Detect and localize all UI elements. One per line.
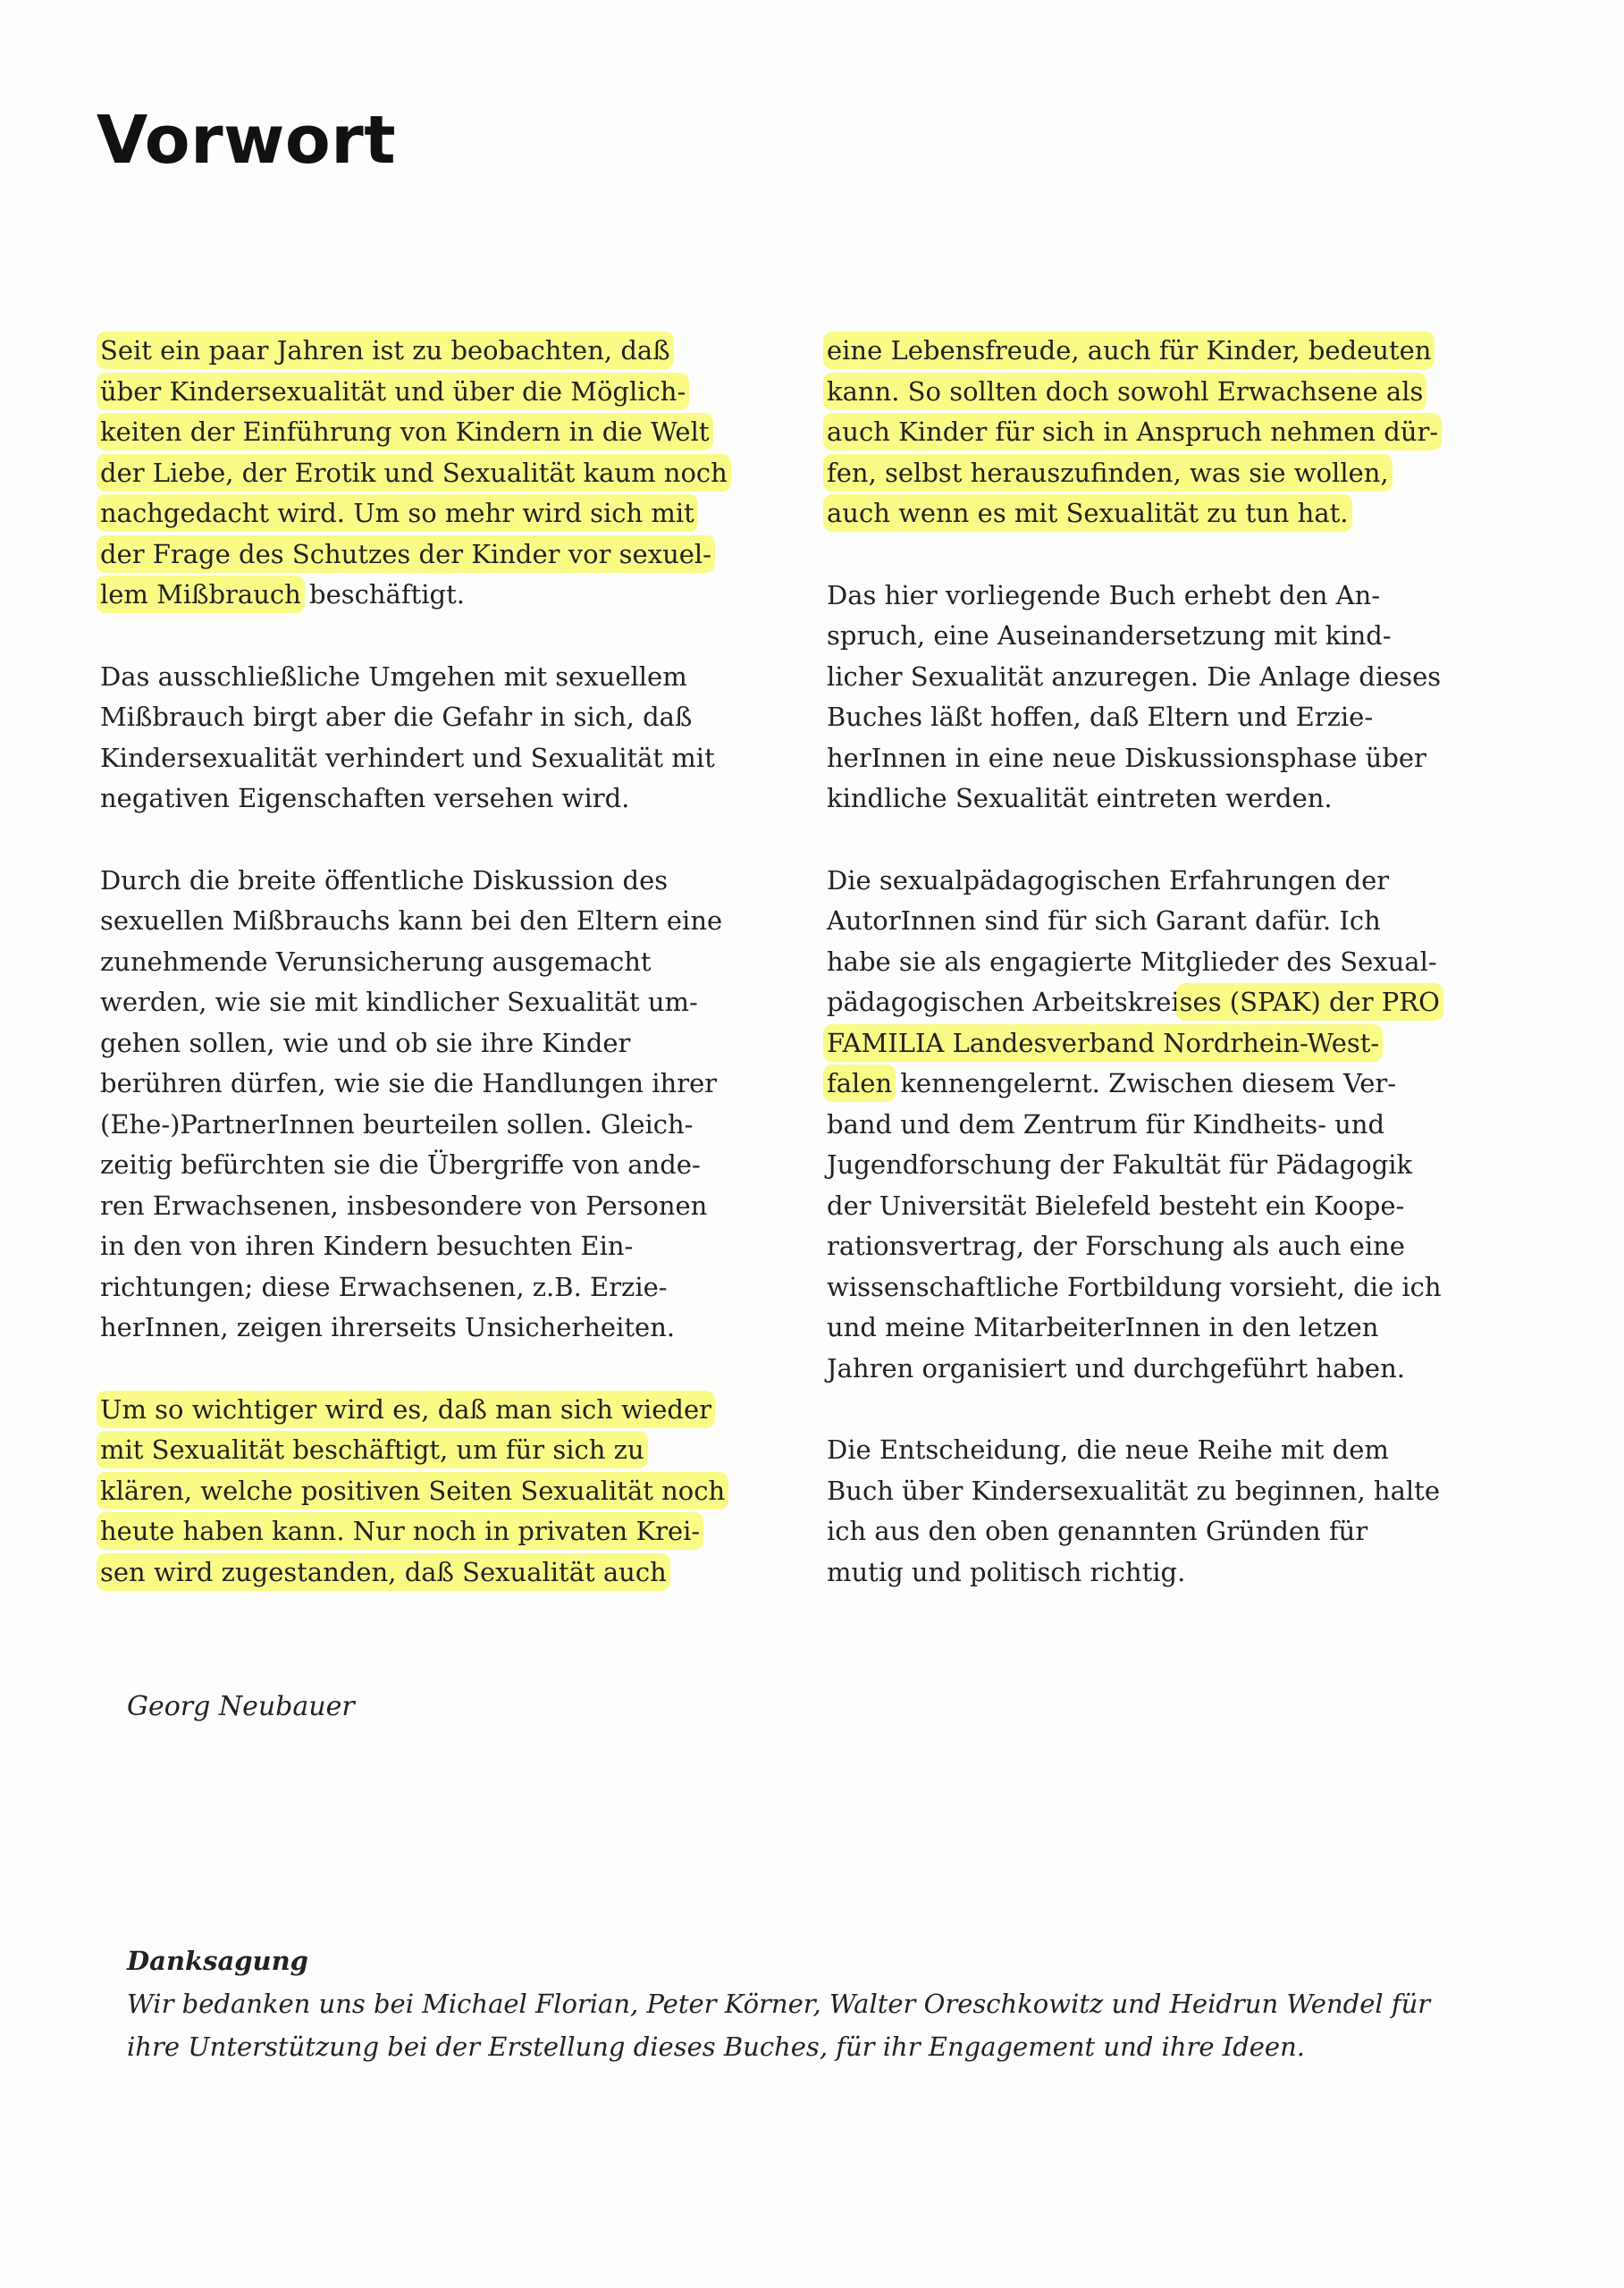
paragraph-importance [100,1390,779,1594]
paragraph-intro [100,331,779,616]
author-signature: Georg Neubauer [127,1691,355,1722]
paragraph-text: kennengelernt. Zwischen diesem Ver- band und dem Zentrum für Kindheits- und Jugendforschung der Fakultät für Pädagogik der Universität Bielefeld besteht ein Koope- rationsvertrag, der Forschung als auch eine wissenschaftliche Fortbildung vorsieht, die ich und meine MitarbeiterInnen in den letzen Jahren organisiert und durchgeführt haben. [827,1068,1442,1384]
right-column [827,331,1506,1634]
paragraph-text: Die sexualpädagogischen Erfahrungen der AutorInnen sind für sich Garant dafür. Ich habe sie als engagierte Mitglieder des Sexual- pädagogischen Arbeitskrei [827,864,1437,1017]
highlighted-text: ses (SPAK) der PRO FAMILIA Landesverband Nordrhein-West- falen [827,987,1440,1098]
paragraph-risk: Das ausschließliche Umgehen mit sexuellem Mißbrauch birgt aber die Gefahr in sich, daß Kindersexualität verhindert und Sexualität mit negativen Eigenschaften versehen wird. [100,660,715,813]
acknowledgement-text: Wir bedanken uns bei Michael Florian, Peter Körner, Walter Oreschkowitz und Heidrun Wendel für ihre Unterstützung bei der Erstellung dieses Buches, für ihr Engagement und ihre Ideen. [127,1989,1431,2062]
highlighted-text: Seit ein paar Jahren ist zu beobachten, daß über Kindersexualität und über die Möglich- keiten der Einführung von Kindern in die Welt der Liebe, der Erotik und Sexualität kaum noch nachgedacht wird. Um so mehr wird sich mit der Frage des Schutzes der Kinder vor sexuel- lem Mißbrauch [100,335,728,610]
paragraph-discussion: Durch die breite öffentliche Diskussion des sexuellen Mißbrauchs kann bei den Eltern eine zunehmende Verunsicherung ausgemacht werden, wie sie mit kindlicher Sexualität um- gehen sollen, wie und ob sie ihre Kinder berühren dürfen, wie sie die Handlungen ihrer (Ehe-)PartnerInnen beurteilen sollen. Gleich- zeitig befürchten sie die Übergriffe von ande- ren Erwachsenen, insbesondere von Personen in den von ihren Kindern besuchten Ein- richtungen; diese Erwachsenen, z.B. Erzie- herInnen, zeigen ihrerseits Unsicherheiten. [100,864,723,1342]
paragraph-decision: Die Entscheidung, die neue Reihe mit dem Buch über Kindersexualität zu beginnen, halte ich aus den oben genannten Gründen für mutig und politisch richtig. [827,1434,1440,1587]
left-column [100,331,779,1634]
paragraph-text: beschäftigt. [300,579,465,610]
highlighted-text: Um so wichtiger wird es, daß man sich wieder mit Sexualität beschäftigt, um für sich zu klären, welche positiven Seiten Sexualität noch heute haben kann. Nur noch in privaten Krei- sen wird zugestanden, daß Sexualität auch [100,1393,726,1587]
page-title: Vorwort [97,102,397,179]
highlighted-text: eine Lebensfreude, auch für Kinder, bedeuten kann. So sollten doch sowohl Erwachsene als auch Kinder für sich in Anspruch nehmen dür- fen, selbst herauszufinden, was sie wollen, auch wenn es mit Sexualität zu tun hat. [827,335,1439,528]
paragraph-authors [827,861,1506,1390]
paragraph-joy [827,331,1506,534]
paragraph-book-claim: Das hier vorliegende Buch erhebt den An- spruch, eine Auseinandersetzung mit kind- licher Sexualität anzuregen. Die Anlage dieses Buches läßt hoffen, daß Eltern und Erzie- herInnen in eine neue Diskussionsphase über kindliche Sexualität eintreten werden. [827,579,1442,813]
acknowledgement-heading: Danksagung [127,1946,308,1976]
acknowledgement-section [127,1939,1521,2068]
